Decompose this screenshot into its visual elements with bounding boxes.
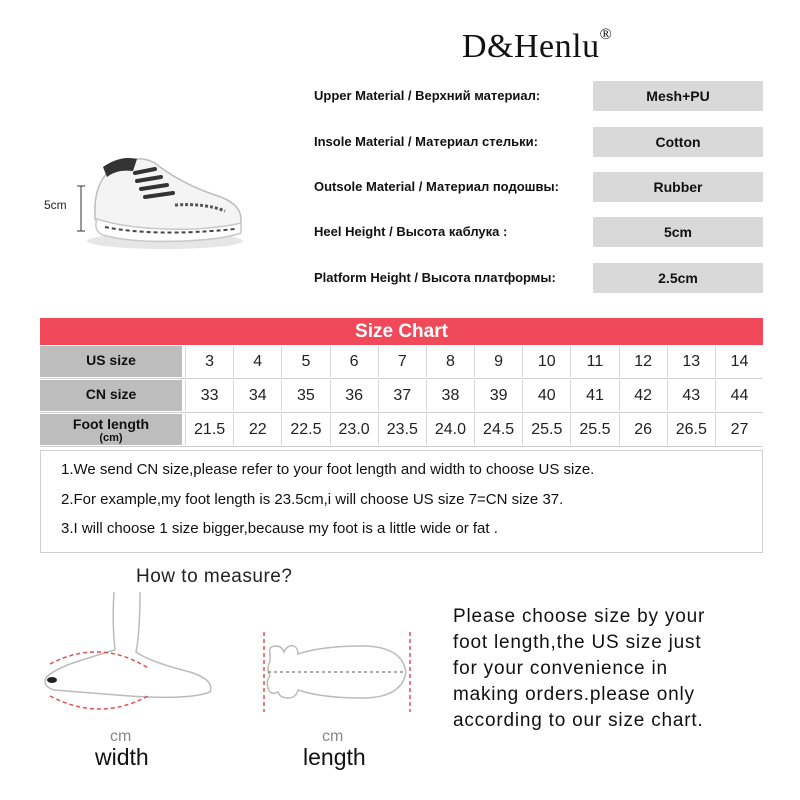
size-cell: 43 [667,380,715,411]
length-unit: cm [322,728,344,745]
size-row-label: CN size [40,380,182,411]
size-cell: 25.5 [522,414,570,445]
advice-line: Please choose size by your [453,606,706,627]
size-cell: 22 [233,414,281,445]
size-cell: 6 [330,346,378,377]
brand-name: D&Henlu [462,28,600,65]
size-cell: 36 [330,380,378,411]
size-cell: 38 [426,380,474,411]
heel-dimension-label: 5cm [44,198,67,212]
size-cell: 42 [619,380,667,411]
length-label: length [303,744,366,770]
size-row-cells [185,346,763,377]
size-cell: 34 [233,380,281,411]
advice-line: foot length,the US size just [453,632,702,653]
spec-value: Rubber [593,172,763,202]
size-cell: 26.5 [667,414,715,445]
spec-value: 2.5cm [593,263,763,293]
size-cell: 24.5 [474,414,522,445]
spec-value: Mesh+PU [593,81,763,111]
size-cell: 12 [619,346,667,377]
size-cell: 23.5 [378,414,426,445]
advice-line: making orders.please only [453,684,695,705]
size-cell: 9 [474,346,522,377]
size-cell: 25.5 [570,414,618,445]
size-cell: 44 [715,380,763,411]
size-cell: 23.0 [330,414,378,445]
size-row-cells [185,380,763,411]
foot-length-illustration [262,632,412,712]
heel-height-bracket [76,185,86,232]
row-divider [40,412,763,413]
measure-title: How to measure? [136,566,293,587]
size-row-label: US size [40,346,182,377]
size-cell: 21.5 [185,414,233,445]
foot-length-label: Foot length [72,416,150,432]
spec-value: 5cm [593,217,763,247]
size-row-cn [40,380,763,411]
size-cell: 7 [378,346,426,377]
size-cell: 3 [185,346,233,377]
size-row-us [40,346,763,377]
size-cell: 40 [522,380,570,411]
size-cell: 8 [426,346,474,377]
spec-heel-height [314,217,764,247]
spec-label: Insole Material / Материал стельки: [314,134,538,149]
row-divider [40,378,763,379]
size-row-foot-length [40,414,763,445]
advice-line: for your convenience in [453,658,668,679]
size-cell: 22.5 [281,414,329,445]
spec-label: Platform Height / Высота платформы: [314,270,556,285]
size-cell: 27 [715,414,763,445]
spec-label: Outsole Material / Материал подошвы: [314,179,559,194]
spec-insole-material [314,127,764,157]
size-advice [453,604,783,734]
size-cell: 5 [281,346,329,377]
width-label: width [95,744,149,770]
width-unit: cm [110,728,132,745]
registered-mark: ® [599,25,613,43]
spec-platform-height [314,263,764,293]
foot-length-unit: (cm) [99,432,123,444]
advice-line: according to our size chart. [453,710,704,731]
row-divider [40,446,763,447]
size-cell: 37 [378,380,426,411]
size-cell: 35 [281,380,329,411]
note-1: 1.We send CN size,please refer to your foot length and width to choose US size. [61,461,595,478]
size-chart-title: Size Chart [40,318,763,345]
spec-value: Cotton [593,127,763,157]
spec-upper-material [314,81,764,111]
size-row-label [40,414,182,445]
size-cell: 24.0 [426,414,474,445]
size-cell: 39 [474,380,522,411]
size-cell: 4 [233,346,281,377]
spec-label: Heel Height / Высота каблука : [314,224,508,239]
foot-width-illustration [40,592,230,722]
brand-logo [462,25,613,66]
shoe-image [75,145,245,255]
note-2: 2.For example,my foot length is 23.5cm,i will choose US size 7=CN size 37. [61,491,564,508]
size-row-cells [185,414,763,445]
size-cell: 41 [570,380,618,411]
size-cell: 14 [715,346,763,377]
size-cell: 11 [570,346,618,377]
size-cell: 33 [185,380,233,411]
note-3: 3.I will choose 1 size bigger,because my foot is a little wide or fat . [61,520,498,537]
size-cell: 13 [667,346,715,377]
spec-label: Upper Material / Верхний материал: [314,88,541,103]
spec-outsole-material [314,172,764,202]
size-cell: 26 [619,414,667,445]
size-notes [40,450,763,553]
size-cell: 10 [522,346,570,377]
